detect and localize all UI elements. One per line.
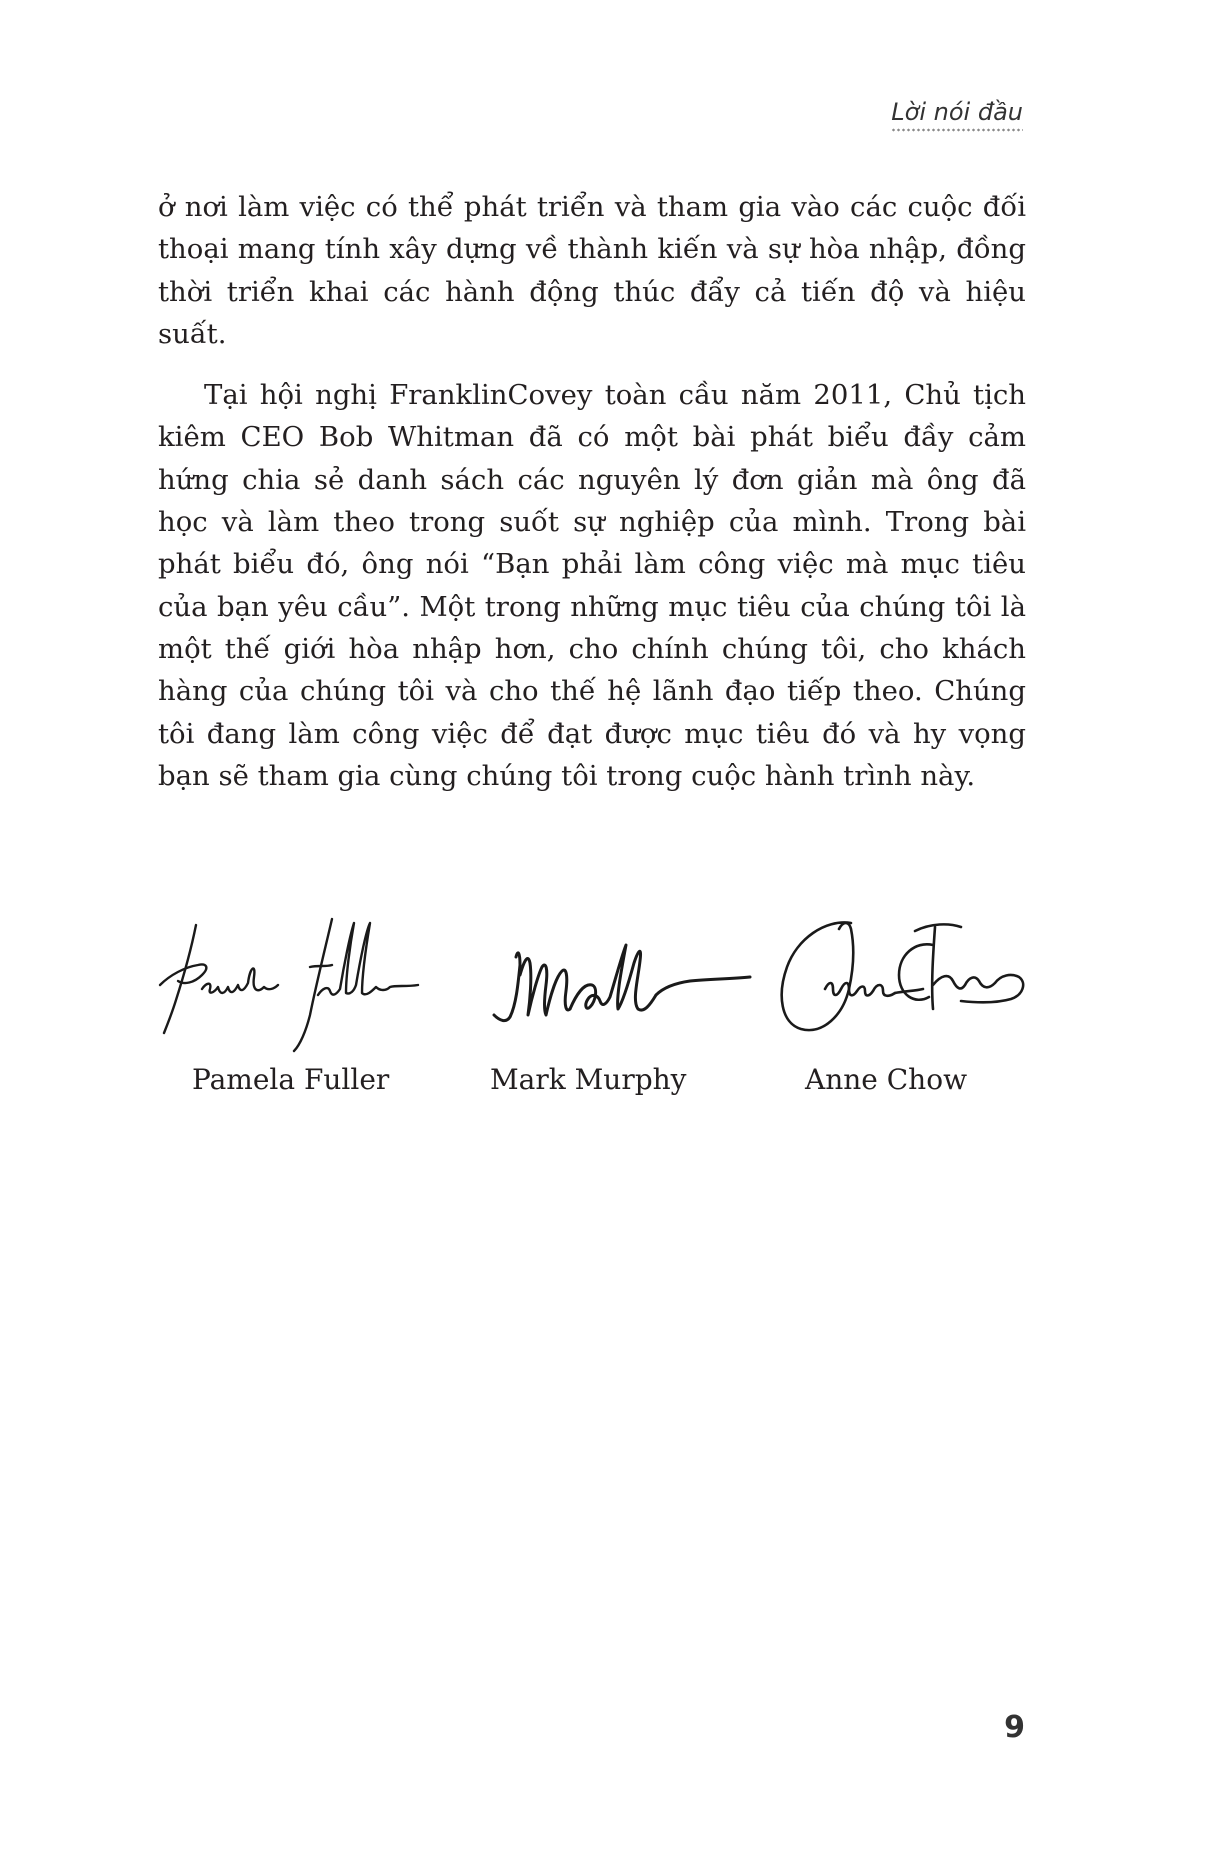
signatory-name: Anne Chow: [805, 1063, 968, 1096]
signature-anne-chow: [765, 905, 1065, 1096]
body-text: [158, 186, 1026, 797]
paragraph-2: Tại hội nghị FranklinCovey toàn cầu năm 2011, Chủ tịch kiêm CEO Bob Whitman đã có một bài phát biểu đầy cảm hứng chia sẻ danh sách các nguyên lý đơn giản mà ông đã học và làm theo trong suốt sự nghiệp của mình. Trong bài phát biểu đó, ông nói “Bạn phải làm công việc mà mục tiêu của bạn yêu cầu”. Một trong những mục tiêu của chúng tôi là một thế giới hòa nhập hơn, cho chính chúng tôi, cho khách hàng của chúng tôi và cho thế hệ lãnh đạo tiếp theo. Chúng tôi đang làm công việc để đạt được mục tiêu đó và hy vọng bạn sẽ tham gia cùng chúng tôi trong cuộc hành trình này.: [158, 379, 1026, 792]
signatory-name: Pamela Fuller: [192, 1063, 390, 1096]
signatory-name: Mark Murphy: [490, 1063, 687, 1096]
running-header: Lời nói đầu: [891, 98, 1023, 132]
page-number: 9: [1004, 1710, 1025, 1745]
handwritten-signature-icon: [480, 905, 780, 1055]
paragraph-1: ở nơi làm việc có thể phát triển và tham gia vào các cuộc đối thoại mang tính xây dựng về thành kiến và sự hòa nhập, đồng thời triển khai các hành động thúc đẩy cả tiến độ và hiệu suất.: [158, 191, 1026, 350]
signature-block: [150, 905, 1030, 1105]
signature-mark-murphy: [480, 905, 780, 1096]
handwritten-signature-icon: [150, 905, 430, 1055]
signature-pamela-fuller: [150, 905, 450, 1096]
handwritten-signature-icon: [765, 905, 1045, 1055]
